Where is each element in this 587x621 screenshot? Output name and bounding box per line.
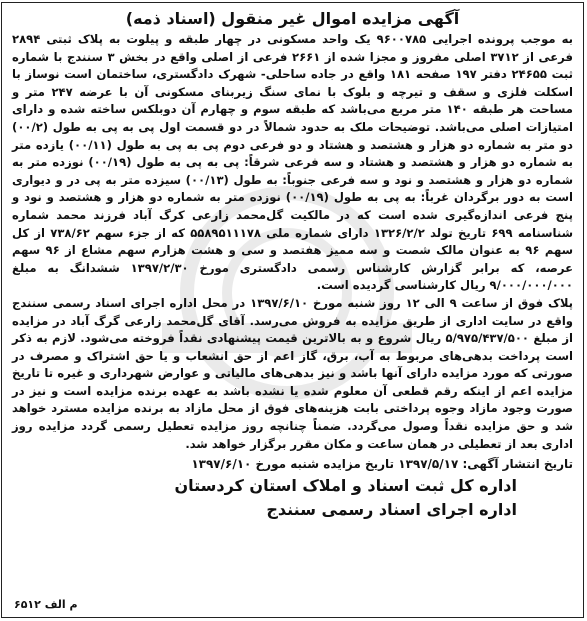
org-name-enforcement-office: اداره اجرای اسناد رسمی سنندج xyxy=(266,500,517,520)
notice-code: م الف ۶۵۱۲ xyxy=(14,598,78,611)
auction-notice xyxy=(1,2,584,618)
org-name-registry: اداره کل ثبت اسناد و املاک استان کردستان xyxy=(174,476,517,496)
notice-title: آگهی مزایده اموال غیر منقول (اسناد ذمه) xyxy=(125,9,460,28)
paragraph-property-description: به موجب پرونده اجرایی ۹۶۰۰۷۸۵ یک واحد مسکونی در چهار طبقه و پیلوت به پلاک ثبتی ۲۸۹۴ فرعی از ۳۷۱۲ اصلی مفروز و مجزا شده از ۲۶۶۱ فرعی از اصلی واقع در بخش ۳ سنندج با شماره ثبت ۲۴۶۵۵ دفتر ۱۹۷ صفحه ۱۸۱ واقع در جاده ساحلی- شهرک دادگستری، ساختمان است نوساز با اسکلت فلزی و سقف و تیرچه و بلوک با نمای سنگ زیربنای مسکونی آن با عرضه ۲۴۷ متر و مساحت هر طبقه ۱۴۰ متر مربع می‌باشد که طبقه سوم و چهارم آن دوبلکس ساخته شده و دارای امتیازات اصلی می‌باشد. توضیحات ملک به حدود شمالاً در دو قسمت اول پی به پی به طول (۰۰/۲) دو متر به شماره دو هزار و هشتصد و هشتاد و دو فرعی دوم پی به پی به طول (۰۰/۱۱) یازده متر به شماره دو هزار و هشتصد و هشتاد و سه فرعی شرقاً: پی به پی به طول (۰۰/۱۹) نوزده متر به شماره دو هزار و هشتصد و نود و سه فرعی جنوباً: به طول (۰۰/۱۳) سیزده متر به پی در و دیواری است به دور برگردان غرباً: به پی به طول (۰۰/۱۹) نوزده متر به شماره دو هزار و هشتصد و نود و پنج فرعی اندازه‌گیری شده است که در مالکیت گل‌محمد زارعی کرگ آباد فرزند محمد شماره شناسنامه ۶۹۹ تاریخ تولد ۱۳۲۶/۲/۲ دارای شماره ملی ۵۵۸۹۵۱۱۱۷۸ که از جزء سهم ۷۳۸/۶۲ از کل سهم ۹۶ به عنوان مالک شصت و سه ممیز هفتصد و سی و هشت هزارم سهم مشاع از ۹۶ سهم عرصه، که برابر گزارش کارشناس رسمی دادگستری مورخ ۱۳۹۷/۲/۳۰ ششدانگ به مبلغ ۹/۰۰۰/۰۰۰/۰۰۰ ریال کارشناسی گردیده است. xyxy=(12,32,574,293)
publication-date-line: تاریخ انتشار آگهی: ۱۳۹۷/۵/۱۷ تاریخ مزایده شنبه مورخ ۱۳۹۷/۶/۱۰ xyxy=(191,457,573,472)
notice-body xyxy=(12,31,573,453)
paragraph-auction-terms: پلاک فوق از ساعت ۹ الی ۱۲ روز شنبه مورخ ۱۳۹۷/۶/۱۰ در محل اداره اجرای اسناد رسمی سنندج واقع در سایت اداری از طریق مزایده به فروش می‌رسد. آقای گل‌محمد زارعی گرگ آباد در مزایده از مبلغ ۵/۹۷۵/۴۳۷/۵۰۰ ریال شروع و به بالاترین قیمت پیشنهادی نقداً فروخته می‌شود. لازم به ذکر است پرداخت بدهی‌های مربوط به آب، برق، گاز اعم از حق انشعاب و یا حق اشتراک و مصرف در صورتی که مورد مزایده دارای آنها باشد و نیز بدهی‌های مالیاتی و عوارض شهرداری و غیره تا تاریخ مزایده اعم از اینکه رقم قطعی آن معلوم شده یا نشده باشد به عهده برنده مزایده است و نیز در صورت وجود مازاد وجوه پرداختی بابت هزینه‌های فوق از محل مازاد به برنده مزایده مسترد خواهد شد و حق مزایده نقداً وصول می‌گردد. ضمناً چنانچه روز مزایده تعطیل رسمی گردد مزایده روز اداری بعد از تعطیلی در همان ساعت و مکان مقرر برگزار خواهد شد. xyxy=(12,295,573,451)
